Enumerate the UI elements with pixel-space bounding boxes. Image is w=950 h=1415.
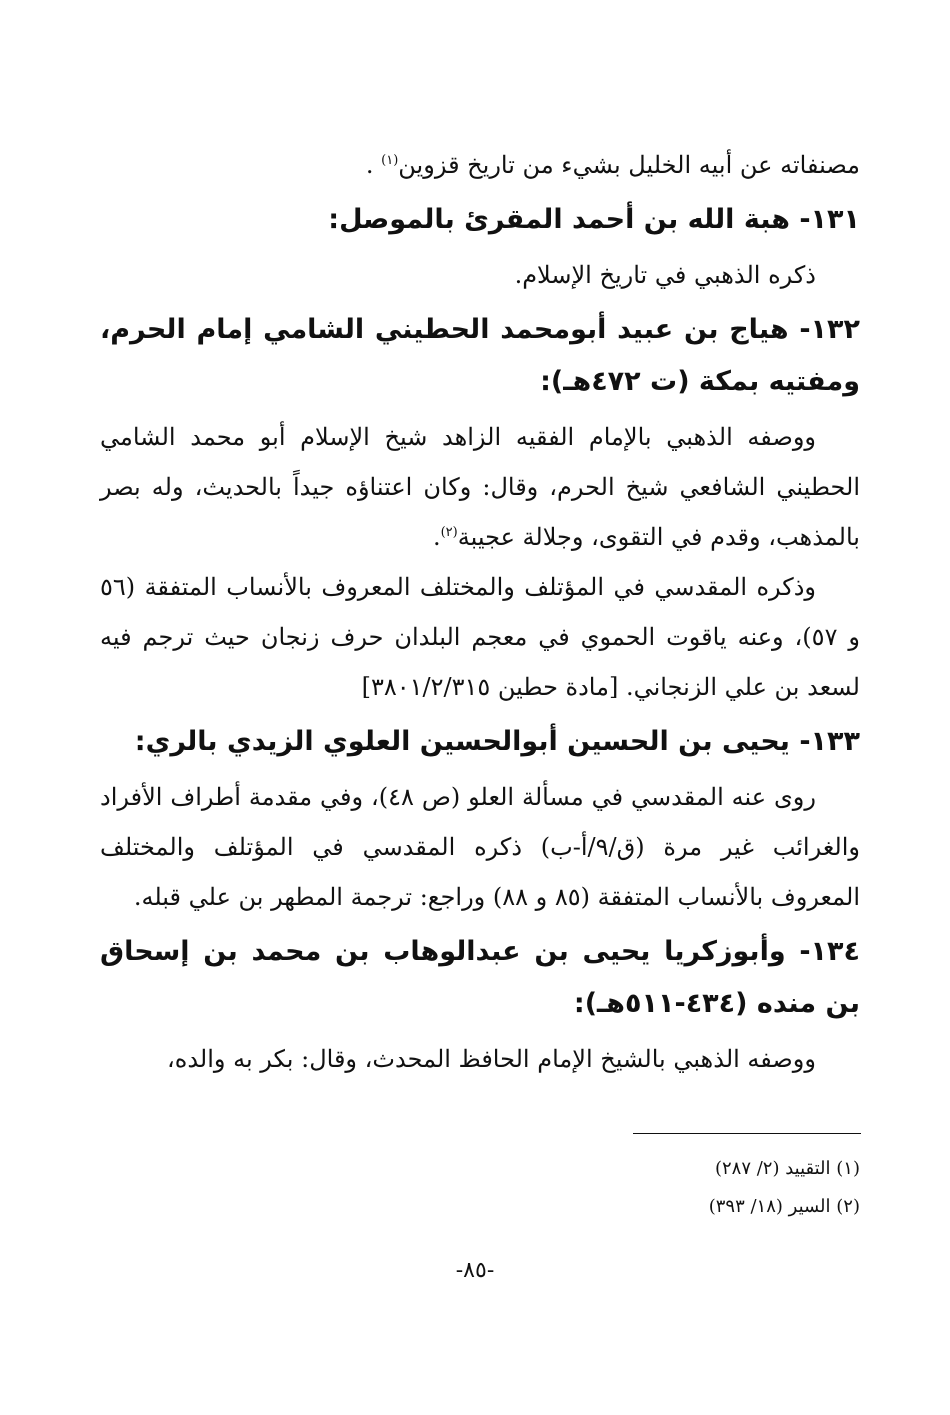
entry-134-text: ووصفه الذهبي بالشيخ الإمام الحافظ المحدث، وقال: بكر به والده، xyxy=(167,1045,816,1073)
entry-132-title: ١٣٢- هياج بن عبيد أبومحمد الحطيني الشامي إمام الحرم، ومفتيه بمكة (ت ٤٧٢هـ): xyxy=(100,314,860,397)
entry-133-text: روى عنه المقدسي في مسألة العلو (ص ٤٨)، وفي مقدمة أطراف الأفراد والغرائب غير مرة (ق/٩/أ-ب) ذكره المقدسي في المؤتلف والمختلف المعروف بالأنساب المتفقة (٨٥ و ٨٨) وراجع: ترجمة المطهر بن علي قبله. xyxy=(100,783,860,911)
opening-line-end: . xyxy=(365,151,382,179)
entry-134-title: ١٣٤- وأبوزكريا يحيى بن عبدالوهاب بن محمد بن إسحاق بن منده (٤٣٤-٥١١هـ): xyxy=(100,936,860,1019)
footnote-2: (٢) السير (١٨/ ٣٩٣) xyxy=(708,1196,860,1217)
opening-line-text: مصنفاته عن أبيه الخليل بشيء من تاريخ قزوين xyxy=(398,151,860,179)
page-number: -٨٥- xyxy=(455,1258,495,1283)
footnote-ref-2: (٢) xyxy=(440,525,458,540)
page-body xyxy=(100,140,860,1084)
entry-131-text: ذكره الذهبي في تاريخ الإسلام. xyxy=(514,261,816,289)
entry-133-title: ١٣٣- يحيى بن الحسين أبوالحسين العلوي الزيدي بالري: xyxy=(134,726,860,757)
entry-131-title: ١٣١- هبة الله بن أحمد المقرئ بالموصل: xyxy=(328,204,860,235)
entry-132-paragraph-1-end: . xyxy=(432,523,441,551)
footnote-ref-1: (١) xyxy=(381,153,399,168)
entry-132-paragraph-1 xyxy=(100,412,860,562)
entry-132-paragraph-1-text: ووصفه الذهبي بالإمام الفقيه الزاهد شيخ الإسلام أبو محمد الشامي الحطيني الشافعي شيخ الحرم، وقال: وكان اعتناؤه جيداً بالحديث، وله بصر بالمذهب، وقدم في التقوى، وجلالة عجيبة xyxy=(100,423,860,551)
footnote-separator xyxy=(633,1133,861,1134)
footnotes xyxy=(300,1150,860,1226)
entry-132-paragraph-2: وذكره المقدسي في المؤتلف والمختلف المعروف بالأنساب المتفقة (٥٦ و ٥٧)، وعنه ياقوت الحموي في معجم البلدان حرف زنجان حيث ترجم فيه لسعد بن علي الزنجاني. [مادة حطين ٣٨٠١/٢/٣١٥] xyxy=(100,573,860,701)
opening-line xyxy=(100,140,860,190)
footnote-1: (١) التقييد (٢/ ٢٨٧) xyxy=(714,1158,860,1179)
